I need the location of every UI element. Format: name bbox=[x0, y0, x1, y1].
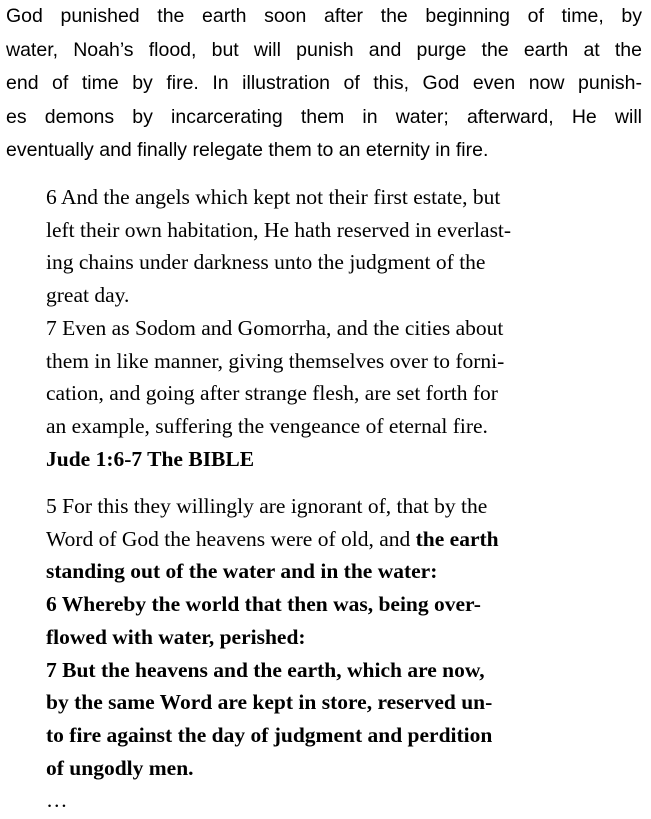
verse-line: ing chains under darkness unto the judgment of the bbox=[46, 250, 486, 275]
scripture-reference: Jude 1:6-7 The BIBLE bbox=[46, 446, 255, 471]
intro-paragraph bbox=[6, 0, 642, 168]
verse-line: 5 For this they willingly are ignorant of, that by the bbox=[46, 494, 488, 518]
verse-text-bold: the earth bbox=[415, 526, 499, 551]
verse-line-bold: standing out of the water and in the water: bbox=[46, 559, 438, 584]
peter-quote bbox=[46, 490, 606, 817]
jude-quote bbox=[46, 181, 606, 475]
verse-line-bold: flowed with water, perished: bbox=[46, 624, 306, 649]
intro-line: end of time by fire. In illustration of this, God even now punish- bbox=[6, 72, 642, 94]
intro-line: eventually and finally relegate them to an eternity in fire. bbox=[6, 139, 489, 161]
verse-line: great day. bbox=[46, 283, 130, 308]
verse-line-bold: 6 Whereby the world that then was, being over- bbox=[46, 592, 481, 617]
verse-line: 7 Even as Sodom and Gomorrha, and the cities about bbox=[46, 315, 504, 340]
verse-line-bold: 7 But the heavens and the earth, which are now, bbox=[46, 657, 485, 682]
verse-line: cation, and going after strange flesh, are set forth for bbox=[46, 381, 498, 406]
verse-line-mixed bbox=[46, 523, 606, 556]
verse-line: an example, suffering the vengeance of eternal fire. bbox=[46, 413, 488, 438]
verse-line: them in like manner, giving themselves over to forni- bbox=[46, 348, 505, 373]
verse-text: Word of God the heavens were of old, and bbox=[46, 526, 416, 551]
intro-line: God punished the earth soon after the beginning of time, by bbox=[6, 5, 642, 27]
intro-line: es demons by incarcerating them in water; afterward, He will bbox=[6, 105, 642, 128]
ellipsis: … bbox=[46, 788, 68, 813]
intro-line: water, Noah’s flood, but will punish and purge the earth at the bbox=[6, 38, 642, 61]
verse-line-bold: to fire against the day of judgment and perdition bbox=[46, 722, 493, 747]
verse-line-bold: by the same Word are kept in store, reserved un- bbox=[46, 690, 493, 715]
verse-line: left their own habitation, He hath reserved in everlast- bbox=[46, 217, 512, 242]
verse-line: 6 And the angels which kept not their first estate, but bbox=[46, 185, 501, 209]
verse-line-bold: of ungodly men. bbox=[46, 755, 194, 780]
